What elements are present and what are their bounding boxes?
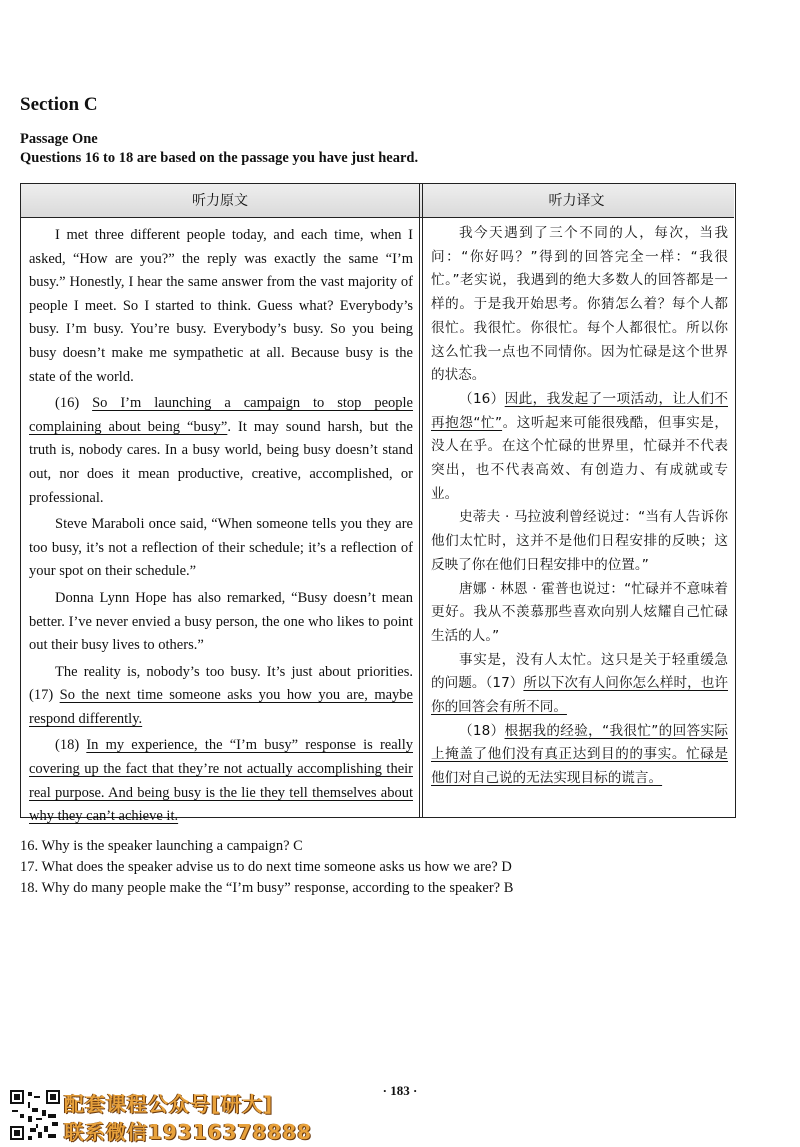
english-paragraph-1: I met three different people today, and each time, when I asked, “How are you?” the reply was exactly the same “I’m busy.” Honestly, I hear the same answer from the vast majority of people I meet. So I started to think. Guess what? Everybody’s busy. I’m busy. You’re busy. Everybody’s busy. So you being busy doesn’t make me sympathetic at all. Because busy is the state of the world. — [29, 227, 413, 385]
chinese-paragraph-3: 史蒂夫 · 马拉波利曾经说过：“当有人告诉你他们太忙时，这并不是他们日程安排的反映；这反映了你在他们日程安排中的位置。” — [431, 509, 728, 573]
chinese-translation — [431, 222, 728, 791]
header-translation: 听力译文 — [419, 184, 734, 218]
question-16-marker: (16) — [55, 395, 93, 412]
english-paragraph-3: Steve Maraboli once said, “When someone tells you they are too busy, it’s not a reflection of their schedule; it’s a reflection of your spot on their schedule.” — [29, 516, 413, 580]
section-title: Section C — [20, 94, 98, 115]
chinese-question-18-marker: （18） — [459, 722, 505, 739]
answer-16-underlined: So I’m launching a campaign to stop people complaining about being “busy” — [29, 395, 413, 435]
chinese-paragraph-5 — [431, 649, 728, 720]
chinese-paragraph-2-rest: 。这听起来可能很残酷，但事实是，没人在乎。在这个忙碌的世界里，忙碌并不代表突出，也不代表高效、有创造力、有成就或专业。 — [431, 414, 728, 502]
answer-17: 17. What does the speaker advise us to do next time someone asks us how we are? D — [20, 859, 512, 875]
english-transcript — [29, 224, 413, 829]
chinese-answer-16-underlined: 因此，我发起了一项活动，让人们不再抱怨“忙” — [431, 390, 728, 431]
answer-17-underlined: So the next time someone asks you how you are, maybe respond differently. — [29, 687, 413, 727]
english-paragraph-5 — [29, 661, 413, 732]
chinese-paragraph-4: 唐娜 · 林恩 · 霍普也说过：“忙碌并不意味着更好。我从不羡慕那些喜欢向别人炫耀自己忙碌生活的人。” — [431, 580, 728, 644]
chinese-answer-18-underlined: 根据我的经验，“我很忙”的回答实际上掩盖了他们没有真正达到目的的事实。忙碌是他们对自己说的无法实现目标的谎言。 — [431, 722, 728, 787]
chinese-paragraph-6 — [431, 720, 728, 791]
question-18-marker: (18) — [55, 737, 87, 754]
answer-18-underlined: In my experience, the “I’m busy” response is really covering up the fact that they’re not actually accomplishing their real purpose. And being busy is the lie they tell themselves about why they can’t achieve it. — [29, 737, 413, 825]
passage-title: Passage One — [20, 131, 98, 147]
chinese-paragraph-1: 我今天遇到了三个不同的人，每次，当我问：“你好吗？”得到的回答完全一样：“我很忙。”老实说，我遇到的绝大多数人的回答都是一样的。于是我开始思考。你猜怎么着？每个人都很忙。我很忙。你很忙。每个人都很忙。所以你这么忙我一点也不同情你。因为忙碌是这个世界的状态。 — [431, 225, 728, 384]
english-paragraph-4: Donna Lynn Hope has also remarked, “Busy doesn’t mean better. I’ve never envied a busy person, the one who likes to point out their busy lives to others.” — [29, 589, 413, 654]
english-paragraph-5-start: The reality is, nobody’s too busy. It’s just about priorities. (17) — [29, 663, 413, 704]
chinese-paragraph-2 — [431, 388, 728, 507]
answer-list — [20, 836, 513, 899]
chinese-paragraph-5-start: 事实是，没有人太忙。这只是关于轻重缓急的问题。（17） — [431, 651, 728, 692]
english-paragraph-6 — [29, 734, 413, 828]
header-original-text: 听力原文 — [21, 184, 419, 218]
answer-16: 16. Why is the speaker launching a campaign? C — [20, 838, 303, 854]
english-paragraph-2-rest: . It may sound harsh, but the truth is, nobody cares. In a busy world, being busy doesn’t stand out, nor does it mean productive, creative, accomplished, or professional. — [29, 418, 413, 506]
chinese-question-16-marker: （16） — [459, 390, 505, 407]
page-number: · 183 · — [382, 1083, 418, 1098]
qr-code-icon — [8, 1088, 62, 1142]
english-paragraph-2 — [29, 392, 413, 510]
transcript-table — [20, 183, 736, 825]
questions-intro: Questions 16 to 18 are based on the passage you have just heard. — [20, 150, 419, 166]
answer-18: 18. Why do many people make the “I’m busy” response, according to the speaker? B — [20, 880, 514, 896]
watermark-line-1: 配套课程公众号[研大] — [64, 1092, 274, 1116]
chinese-answer-17-underlined: 所以下次有人问你怎么样时，也许你的回答会有所不同。 — [431, 675, 728, 716]
watermark-line-2: 联系微信19316378888 — [64, 1120, 313, 1144]
column-divider — [419, 184, 423, 817]
